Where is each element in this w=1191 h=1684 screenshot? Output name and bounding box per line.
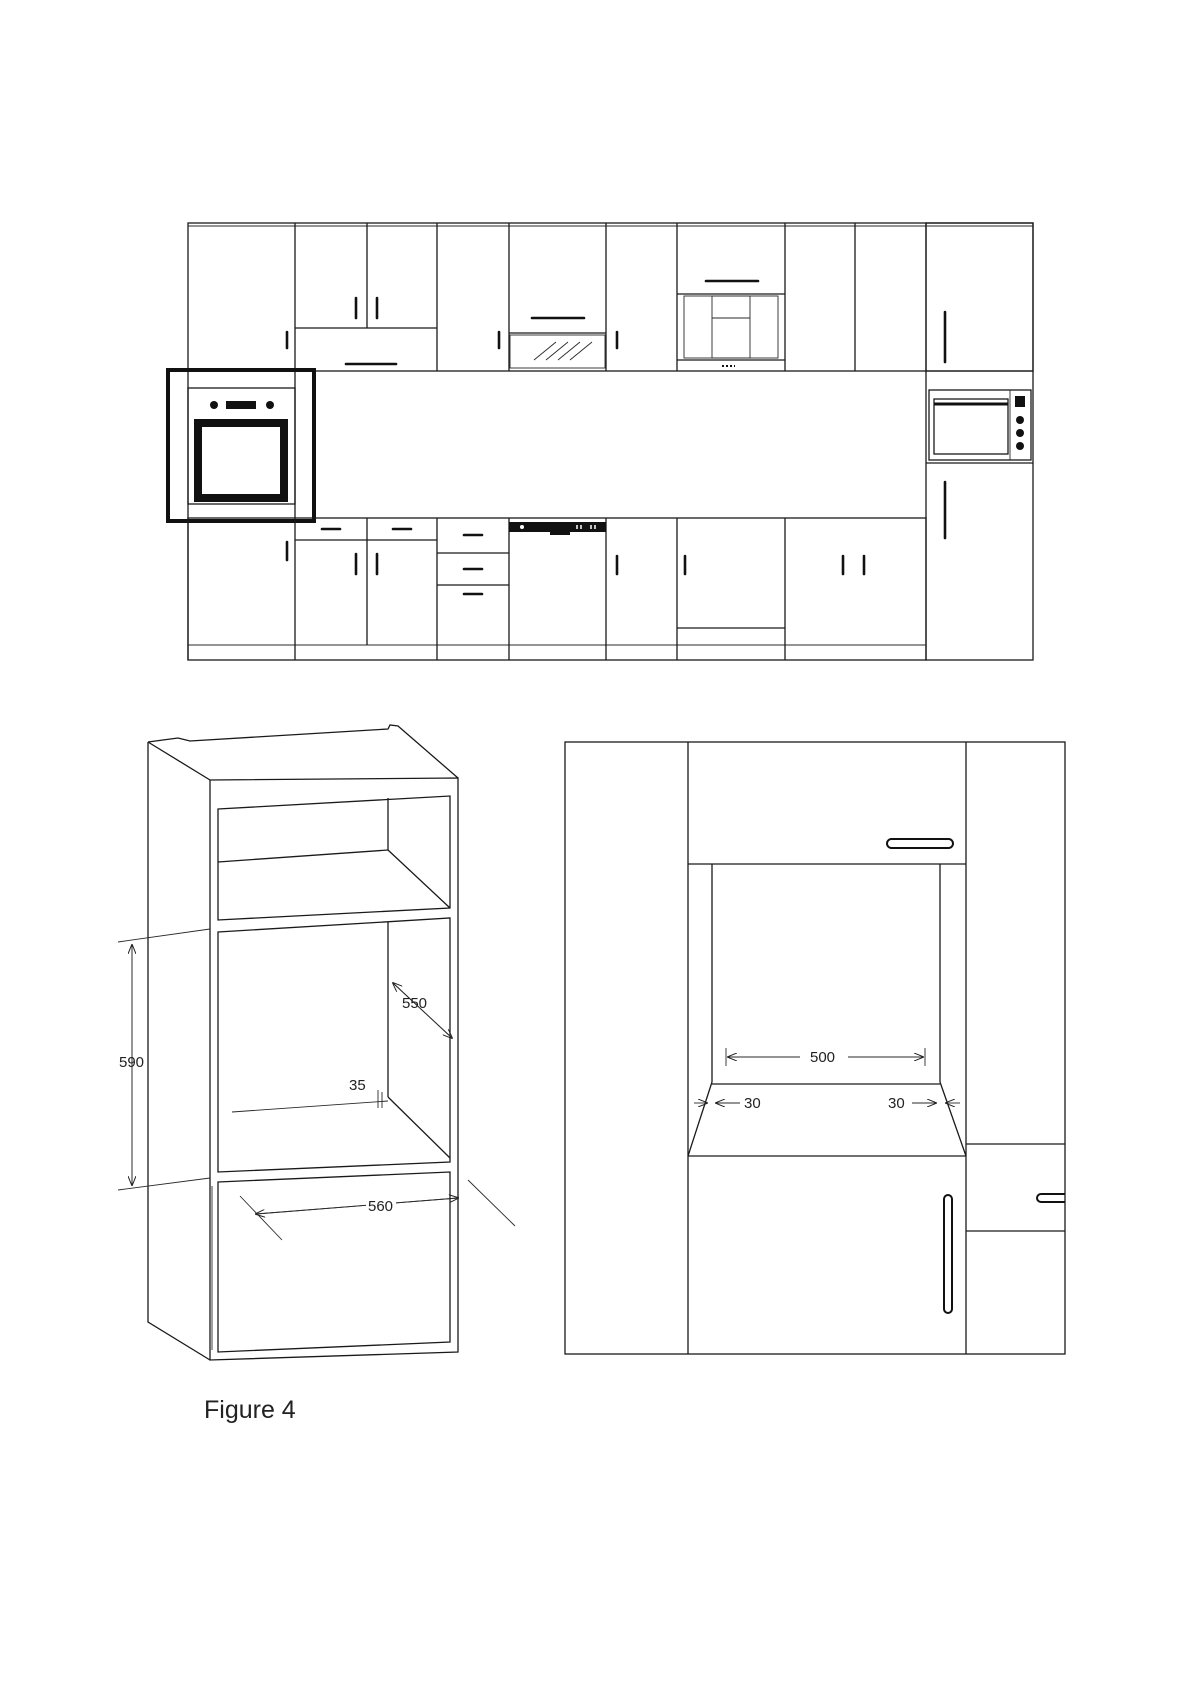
kitchen-elevation <box>168 223 1033 660</box>
front-view-handles <box>887 839 1065 1313</box>
dishwasher-panel <box>509 522 606 535</box>
cabinet-front-view <box>565 742 1065 1354</box>
figure-caption: Figure 4 <box>204 1396 296 1424</box>
rear-gap-dimension-label: 35 <box>349 1077 366 1094</box>
cabinet-dimension-lines <box>118 929 515 1240</box>
tall-unit <box>926 223 1033 660</box>
width-dimension-label: 560 <box>368 1198 394 1215</box>
cabinet-isometric <box>148 725 458 1360</box>
microwave <box>929 390 1031 460</box>
inner-width-dimension-label: 500 <box>810 1049 836 1066</box>
right-clearance-dimension-label: 30 <box>888 1095 905 1112</box>
left-clearance-dimension-label: 30 <box>744 1095 761 1112</box>
wall-units <box>188 223 1033 371</box>
base-units <box>188 518 926 660</box>
height-dimension-label: 590 <box>119 1054 145 1071</box>
base-unit-handles <box>287 529 864 594</box>
depth-dimension-label: 550 <box>402 995 428 1012</box>
built-in-oven <box>168 370 314 660</box>
